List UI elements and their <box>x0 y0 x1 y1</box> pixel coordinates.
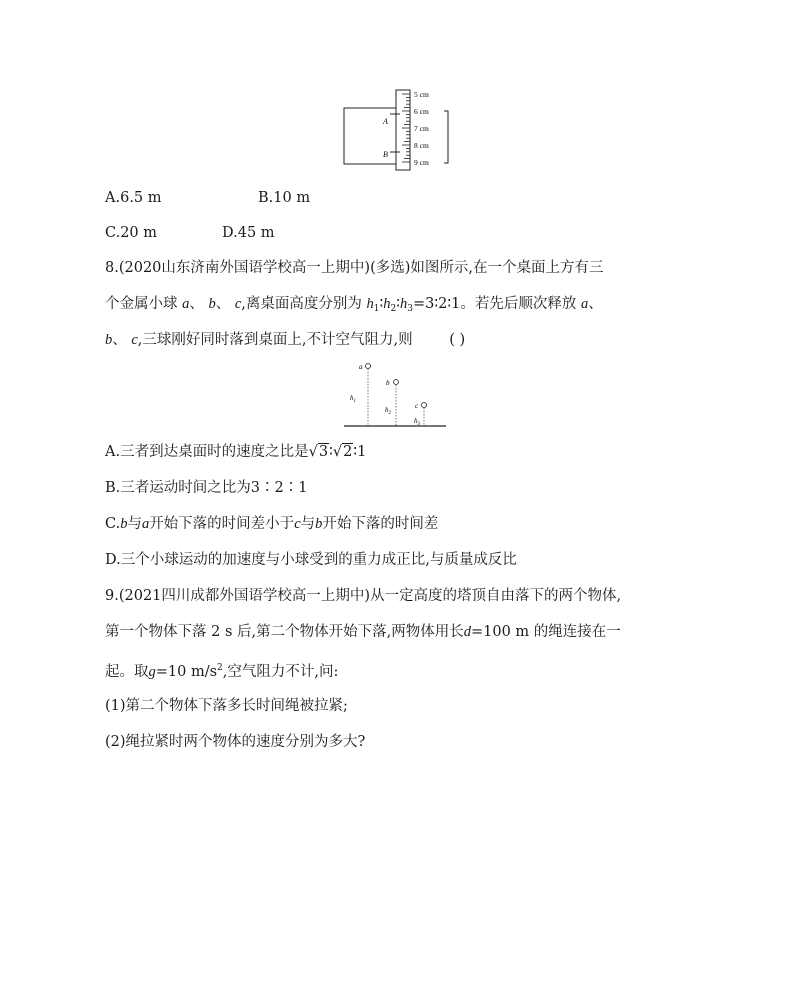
q8-line-1: 8.(2020山东济南外国语学校高一上期中)(多选)如图所示,在一个桌面上方有三 <box>105 260 604 276</box>
svg-text:h3: $h_3$ <box>414 417 420 427</box>
scale-label-7: 7 cm <box>414 124 429 133</box>
q9-number: 9. <box>105 588 119 604</box>
point-b-label: B <box>383 150 388 159</box>
svg-text:c: c <box>415 402 419 410</box>
q9-subquestion-2: (2)绳拉紧时两个物体的速度分别为多大? <box>105 734 366 750</box>
q7-option-b: B.10 m <box>258 190 311 206</box>
q8-option-d: D.三个小球运动的加速度与小球受到的重力成正比,与质量成反比 <box>105 552 517 568</box>
q8-option-a: A.三者到达桌面时的速度之比是√3∶√2∶1 <box>105 444 367 460</box>
svg-text:a: a <box>359 363 363 371</box>
scale-label-6: 6 cm <box>414 107 429 116</box>
q7-option-a: A.6.5 m <box>105 190 162 206</box>
q9-source: (2021四川成都外国语学校高一上期中) <box>118 588 371 604</box>
q8-tag: (多选) <box>370 260 411 276</box>
q7-option-d: D.45 m <box>222 225 275 241</box>
q7-option-c: C.20 m <box>105 225 157 241</box>
q8-number: 8. <box>105 260 119 276</box>
three-balls-figure <box>340 360 450 430</box>
q9-line-3: 起。取g=10 $m/s^2$,空气阻力不计,问: <box>105 663 339 680</box>
ball-c <box>422 403 427 408</box>
point-a-label: A <box>383 117 388 126</box>
q9-line-1: 9.(2021四川成都外国语学校高一上期中)从一定高度的塔顶自由落下的两个物体, <box>105 588 622 604</box>
scale-label-5: 5 cm <box>414 90 429 99</box>
svg-text:h2: $h_2$ <box>385 406 391 416</box>
q9-subquestion-1: (1)第二个物体下落多长时间绳被拉紧; <box>105 698 348 714</box>
answer-blank: ( ) <box>449 332 466 348</box>
svg-text:b: b <box>386 379 390 387</box>
q8-option-b: B.三者运动时间之比为3∶2∶1 <box>105 480 308 496</box>
q9-line-2: 第一个物体下落 2 s 后,第二个物体开始下落,两物体用长d=100 m 的绳连接在一 <box>105 624 621 640</box>
q8-option-c: C.b与a开始下落的时间差小于c与b开始下落的时间差 <box>105 516 439 532</box>
q8-line-2: 个金属小球 a、 b、 c,离桌面高度分别为 $h_1∶h_2∶h_3=3∶2∶1$。若先后顺次释放 a、 <box>105 296 603 314</box>
ball-b <box>394 380 399 385</box>
svg-text:h1: $h_1$ <box>350 394 356 404</box>
scale-label-8: 8 cm <box>414 141 429 150</box>
q8-source: (2020山东济南外国语学校高一上期中) <box>118 260 371 276</box>
ball-a <box>366 364 371 369</box>
ruler-block-figure <box>340 86 460 172</box>
scale-label-9: 9 cm <box>414 158 429 167</box>
q8-line-3: b、 c,三球刚好同时落到桌面上,不计空气阻力,则 ( ) <box>105 332 466 348</box>
